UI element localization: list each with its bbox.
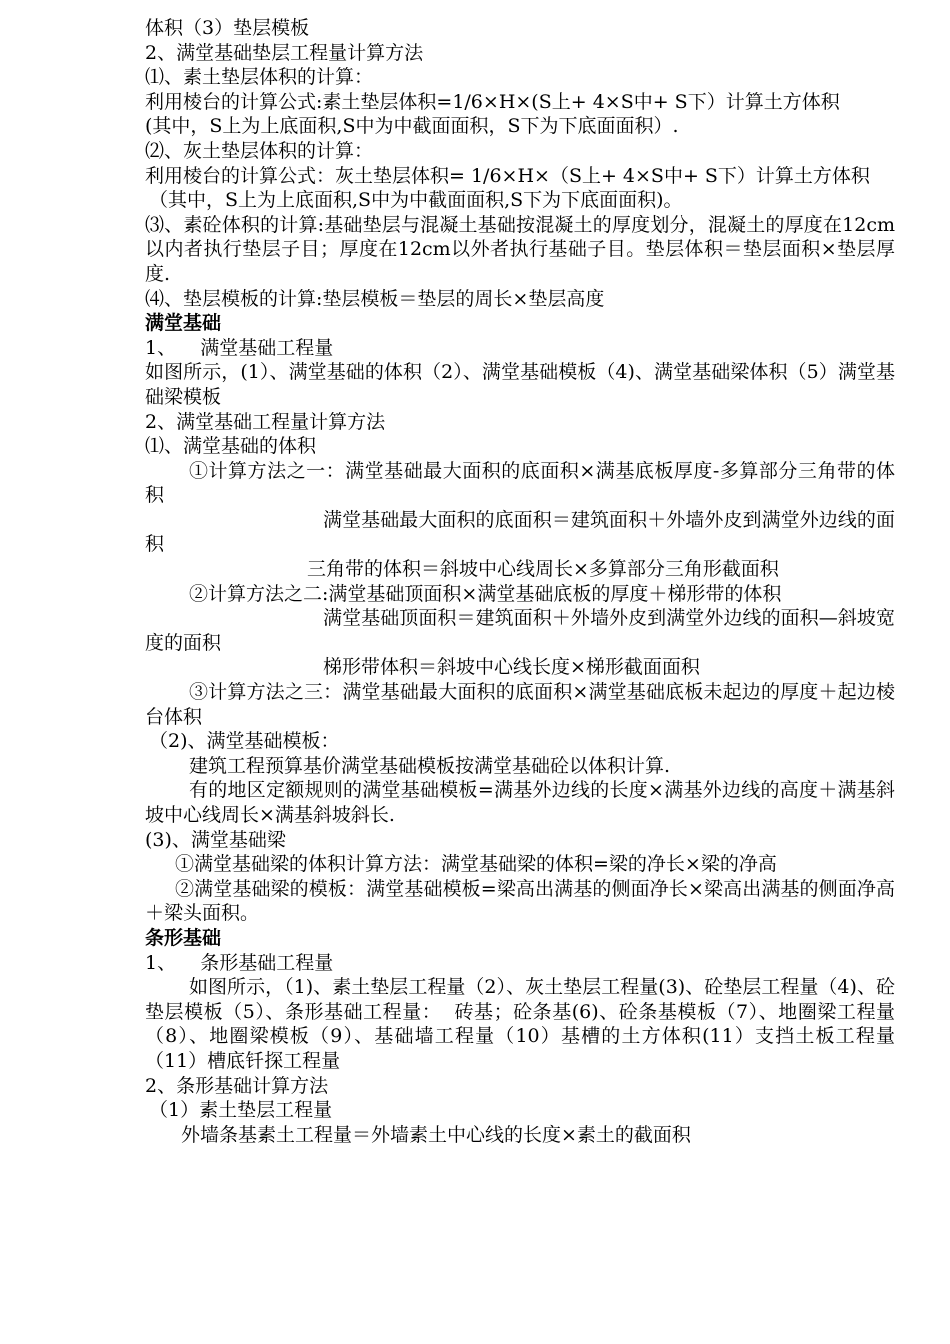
text-line: 建筑工程预算基价满堂基础模板按满堂基础砼以体积计算. [189, 754, 671, 777]
text-line: 2、满堂基础工程量计算方法 [145, 410, 386, 433]
text-line: （1）素土垫层工程量 [149, 1099, 333, 1122]
text-line: 利用棱台的计算公式：灰土垫层体积= 1/6×H×（S上+ 4×S中+ S下）计算土方体积 [145, 164, 870, 187]
text-line: 1、 条形基础工程量 [145, 951, 334, 974]
text-line: ⑴、满堂基础的体积 [145, 435, 317, 458]
text-line: （其中，S上为上底面积,S中为中截面面积,S下为下底面面积)。 [149, 189, 683, 212]
document-page [145, 16, 895, 1147]
section-heading: 满堂基础 [145, 312, 222, 335]
text-line: 三角带的体积＝斜坡中心线周长×多算部分三角形截面积 [307, 558, 779, 581]
text-line: ③计算方法之三：满堂基础最大面积的底面积×满堂基础底板未起边的厚度＋起边棱台体积 [145, 681, 895, 728]
text-line: 如图所示，（1)、素土垫层工程量（2）、灰土垫层工程量(3)、砼垫层工程量（4)、砼垫层模板（5）、条形基础工程量： 砖基；砼条基(6)、砼条基模板（7）、地圈梁工程量（8）、地圈梁模板（9）、基础墙工程量（10）基槽的土方体积(11）支挡土板工程量（11）槽底钎探工程量 [145, 976, 895, 1072]
text-line: ⑶、素砼体积的计算:基础垫层与混凝土基础按混凝土的厚度划分，混凝土的厚度在12cm以内者执行垫层子目；厚度在12cm以外者执行基础子目。垫层体积＝垫层面积×垫层厚度. [145, 213, 895, 285]
text-line: 满堂基础最大面积的底面积＝建筑面积＋外墙外皮到满堂外边线的面积 [145, 508, 895, 556]
text-line: 1、 满堂基础工程量 [145, 336, 334, 359]
text-line: （2)、满堂基础模板： [149, 730, 340, 753]
text-line: 满堂基础顶面积＝建筑面积＋外墙外皮到满堂外边线的面积—斜坡宽度的面积 [145, 607, 895, 654]
text-line: ②计算方法之二:满堂基础顶面积×满堂基础底板的厚度＋梯形带的体积 [189, 582, 782, 605]
text-line: 利用棱台的计算公式:素土垫层体积=1/6×H×(S上+ 4×S中+ S下）计算土方体积 [145, 90, 840, 113]
text-line: ⑷、垫层模板的计算:垫层模板＝垫层的周长×垫层高度 [145, 287, 605, 310]
text-line: 体积（3）垫层模板 [145, 17, 310, 39]
text-line: ⑵、灰土垫层体积的计算： [145, 139, 374, 162]
section-heading: 条形基础 [145, 926, 222, 949]
text-line: 如图所示，(1）、满堂基础的体积（2）、满堂基础模板（4)、满堂基础梁体积（5）满堂基础梁模板 [145, 361, 895, 408]
text-line: ①计算方法之一：满堂基础最大面积的底面积×满基底板厚度-多算部分三角带的体积 [145, 459, 895, 507]
text-line: ⑴、素土垫层体积的计算： [145, 66, 374, 89]
text-line: (其中，S上为上底面积,S中为中截面面积，S下为下底面面积）. [145, 115, 679, 138]
text-line: 梯形带体积＝斜坡中心线长度×梯形截面面积 [323, 656, 700, 679]
text-line: (3)、满堂基础梁 [145, 828, 286, 851]
text-line: 2、满堂基础垫层工程量计算方法 [145, 41, 424, 64]
text-line: 2、条形基础计算方法 [145, 1074, 329, 1097]
text-line: 有的地区定额规则的满堂基础模板=满基外边线的长度×满基外边线的高度＋满基斜坡中心线周长×满基斜坡斜长. [145, 779, 895, 826]
text-line: ②满堂基础梁的模板：满堂基础模板=梁高出满基的侧面净长×梁高出满基的侧面净高＋梁头面积。 [145, 877, 895, 925]
text-line: ①满堂基础梁的体积计算方法：满堂基础梁的体积=梁的净长×梁的净高 [175, 853, 777, 876]
text-line: 外墙条基素土工程量＝外墙素土中心线的长度×素土的截面积 [181, 1123, 691, 1146]
